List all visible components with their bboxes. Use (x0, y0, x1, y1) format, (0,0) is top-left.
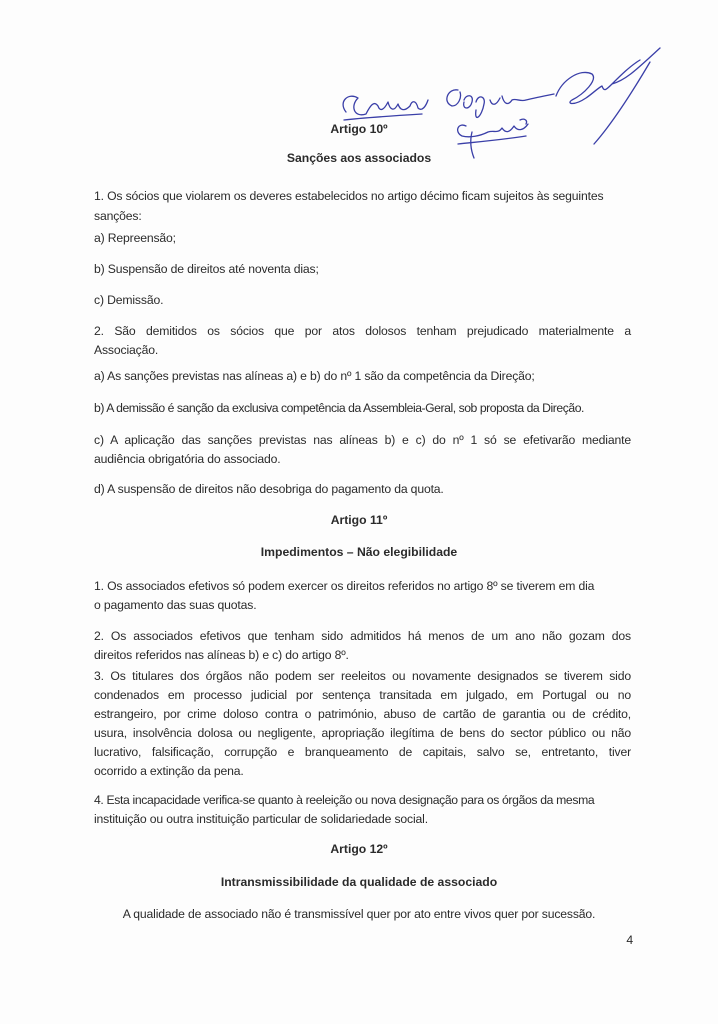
article-10-p2-line2: Associação. (94, 343, 159, 357)
article-10-item-a: a) Repreensão; (94, 231, 176, 245)
article-10-title: Artigo 10º (330, 122, 388, 136)
article-10-subtitle: Sanções aos associados (286, 151, 432, 165)
article-12-subtitle: Intransmissibilidade da qualidade de associado (220, 875, 498, 889)
article-12-p1: A qualidade de associado não é transmissível quer por ato entre vivos quer por sucessão. (122, 907, 596, 921)
article-11-subtitle: Impedimentos – Não elegibilidade (260, 545, 458, 559)
article-11-p3-line: estrangeiro, por crime doloso contra o património, abuso de cartão de garantia ou de crédito, (94, 707, 631, 721)
article-10-item-b: b) Suspensão de direitos até noventa dias; (94, 262, 319, 276)
article-11-title: Artigo 11º (330, 513, 388, 527)
article-11-p3-line: condenados em processo judicial por sentença transitada em julgado, em Portugal ou no (94, 688, 631, 702)
article-10-p1-line1: 1. Os sócios que violarem os deveres estabelecidos no artigo décimo ficam sujeitos às seguintes (94, 189, 604, 203)
article-11-p4-line2: instituição ou outra instituição particular de solidariedade social. (94, 812, 428, 826)
article-11-p2-line1: 2. Os associados efetivos que tenham sido admitidos há menos de um ano não gozam dos (94, 629, 631, 643)
article-11-p3-line: ocorrido a extinção da pena. (94, 764, 244, 778)
article-11-p4-line1: 4. Esta incapacidade verifica-se quanto à reeleição ou nova designação para os órgãos da mesma (94, 793, 595, 807)
article-10-p2-item-c-line1: c) A aplicação das sanções previstas nas alíneas b) e c) do nº 1 só se efetivarão mediante (94, 433, 631, 447)
article-11-p3-line: lucrativo, falsificação, corrupção e branqueamento de capitais, salvo se, entretanto, tiver (94, 745, 631, 759)
article-10-p2-item-c-line2: audiência obrigatória do associado. (94, 452, 281, 466)
page-number: 4 (626, 933, 633, 947)
article-11-p3-line: usura, insolvência dolosa ou negligente, apropriação ilegítima de bens do sector público ou não (94, 726, 631, 740)
article-11-p1-line2: o pagamento das suas quotas. (94, 598, 257, 612)
article-10-item-c: c) Demissão. (94, 293, 164, 307)
article-12-title: Artigo 12º (330, 842, 388, 856)
article-10-p2-item-a: a) As sanções previstas nas alíneas a) e b) do nº 1 são da competência da Direção; (94, 369, 535, 383)
article-10-p2-line1: 2. São demitidos os sócios que por atos dolosos tenham prejudicado materialmente a (94, 324, 631, 338)
article-11-p2-line2: direitos referidos nas alíneas b) e c) do artigo 8º. (94, 648, 349, 662)
article-10-p2-item-b: b) A demissão é sanção da exclusiva competência da Assembleia-Geral, sob proposta da Direção. (94, 401, 584, 415)
article-10-p2-item-d: d) A suspensão de direitos não desobriga do pagamento da quota. (94, 482, 444, 496)
article-11-p1-line1: 1. Os associados efetivos só podem exercer os direitos referidos no artigo 8º se tiverem em dia (94, 579, 595, 593)
article-11-p3-line: 3. Os titulares dos órgãos não podem ser reeleitos ou novamente designados se tiverem sido (94, 669, 631, 683)
article-10-p1-line2: sanções: (94, 209, 142, 223)
